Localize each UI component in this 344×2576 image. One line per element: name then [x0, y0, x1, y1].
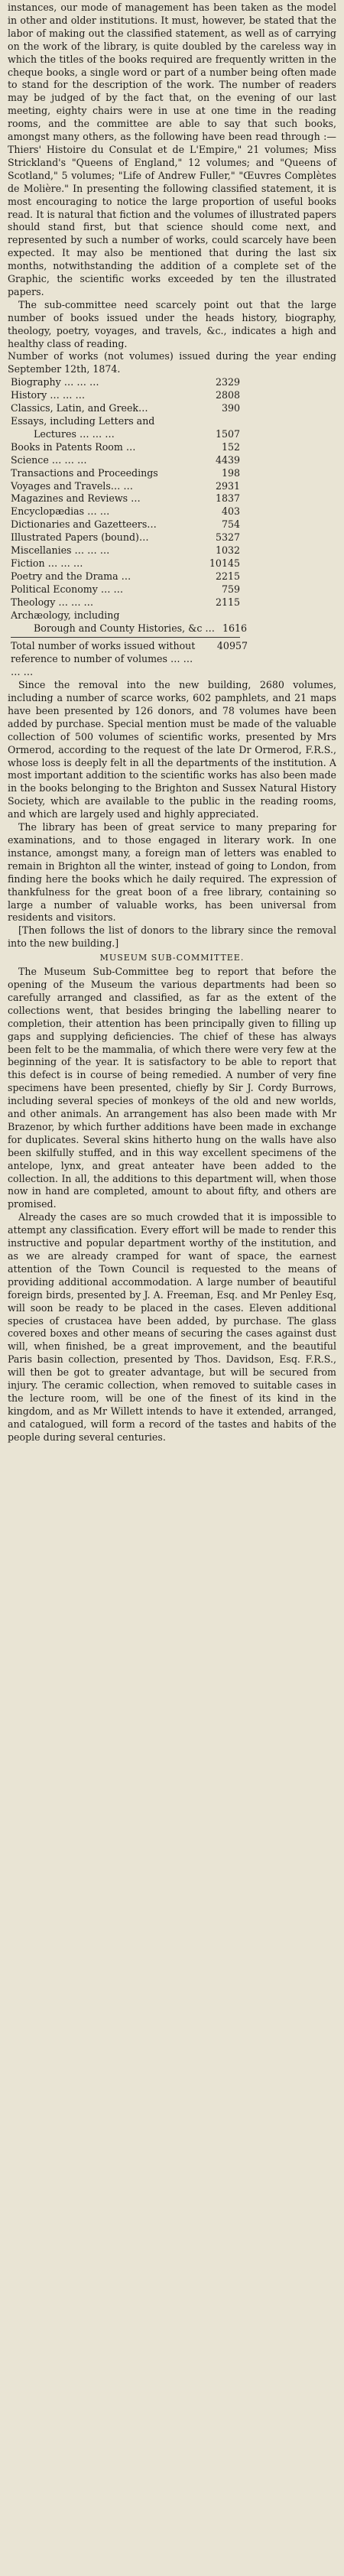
- table-row: [11, 505, 240, 518]
- row-value: 2329: [215, 376, 240, 388]
- row-label: Borough and County Histories, &c: [34, 622, 203, 634]
- table-row: [11, 415, 240, 428]
- row-dots: … … …: [74, 544, 110, 557]
- row-value: 1616: [222, 622, 247, 634]
- row-dots: …: [131, 492, 141, 505]
- row-value: 198: [221, 466, 240, 479]
- table-row: [11, 492, 240, 505]
- row-dots: …: [205, 622, 215, 634]
- table-row: [11, 557, 240, 570]
- subcommittee-paragraph: The sub-committee need scarcely point out that the large number of books issued under the heads history, biography, theology, poetry, voyages, and travels, &c., indicates a high and healthy class of reading.: [8, 298, 336, 349]
- row-label: Dictionaries and Gazetteers…: [11, 518, 157, 531]
- museum-heading: MUSEUM SUB-COMMITTEE.: [99, 953, 245, 963]
- table-rule: [11, 637, 240, 638]
- museum-paragraph-1: The Museum Sub-Committee beg to report that before the opening of the Museum the various departments had been so carefully arranged and classified, as far as the extent of the collections went, that besides bringing the labelling nearer to completion, their attention has been principally given to filling up gaps and supplying deficiencies. The chief of these has always been felt to be the mammalia, of which there were very few at the beginning of the year. It is satisfactory to be able to report that this defect is in course of being remedied. A number of very fine specimens have been presented, chiefly by Sir J. Cordy Burrows, including several species of monkeys of the old and new worlds, and other animals. An arrangement has also been made with Mr Brazenor, by which further additions have been made in exchange for duplicates. Several skins hitherto hung on the walls have also been skilfully stuffed, and in this way excellent specimens of the antelope, lynx, and great anteater have been added to the collection. In all, the additions to this department will, when those now in hand are completed, amount to about fifty, and others are promised.: [8, 966, 336, 1210]
- museum-paragraph-2: Already the cases are so much crowded that it is impossible to attempt any classification. Every effort will be made to render this instructive and popular department worthy of the institution, and as we are already cramped for want of space, the earnest attention of the Town Council is requested to the means of providing additional accommodation. A large number of beautiful foreign birds, presented by J. A. Freeman, Esq. and Mr Penley Esq, will soon be ready to be placed in the cases. Eleven additional species of crustacea have been added, by purchase. The glass covered boxes and other means of securing the cases against dust will, when finished, be a great improvement, and the beautiful Paris basin collection, presented by Thos. Davidson, Esq. F.R.S., will then be got to greater advantage, but will be secured from injury. The ceramic collection, when removed to suitable cases in the lecture room, will be one of the finest of its kind in the kingdom, and as Mr Willett intends to have it extended, arranged, and catalogued, will form a record of the tastes and habits of the people during several centuries.: [8, 1211, 336, 1443]
- newspaper-column: [8, 0, 336, 1444]
- table-row: [11, 544, 240, 557]
- row-value: 1837: [215, 492, 240, 505]
- row-value: 152: [221, 440, 240, 453]
- row-label: Encyclopædias: [11, 505, 85, 518]
- row-label: Transactions and Proceedings: [11, 466, 158, 479]
- row-value: 1507: [215, 427, 240, 440]
- row-label: History: [11, 389, 47, 401]
- row-value: 390: [221, 402, 240, 414]
- row-dots: … …: [100, 583, 124, 595]
- total-value: 40957: [216, 640, 248, 652]
- row-label: Fiction: [11, 557, 45, 569]
- row-value: 1032: [215, 544, 240, 557]
- table-row: [11, 467, 240, 480]
- row-label: Theology: [11, 596, 56, 608]
- row-dots: … … …: [51, 453, 87, 466]
- table-row: [11, 441, 240, 454]
- row-label: Biography: [11, 376, 61, 388]
- row-label: Classics, Latin, and Greek…: [11, 402, 148, 414]
- table-row: [11, 389, 240, 402]
- row-value: 2215: [215, 570, 240, 582]
- row-value: 4439: [215, 453, 240, 466]
- row-label: Magazines and Reviews: [11, 492, 128, 505]
- row-label: Political Economy: [11, 583, 98, 595]
- row-label: Miscellanies: [11, 544, 72, 557]
- row-label: Archæology, including: [11, 609, 120, 621]
- table-intro: Number of works (not volumes) issued during the year ending September 12th, 1874.: [8, 350, 336, 375]
- table-row: [11, 596, 240, 609]
- works-issued-table: [11, 376, 336, 635]
- table-row: [11, 428, 240, 441]
- removal-paragraph: Since the removal into the new building, 2680 volumes, including a number of scarce works, 602 pamphlets, and 21 maps have been presented by 126 donors, and 78 volumes have been added by purchase. Special mention must be made of the valuable collection of 500 volumes of scientific works, presented by Mrs Ormerod, according to the request of the late Dr Ormerod, F.R.S., whose loss is deeply felt in all the departments of the institution. A most important addition to the scientific works has also been made in the books belonging to the Brighton and Sussex Natural History Society, which are available to the public in the reading rooms, and which are largely used and highly appreciated.: [8, 679, 336, 820]
- row-label: Voyages and Travels…: [11, 479, 121, 492]
- row-label: Essays, including Letters and: [11, 415, 155, 427]
- intro-paragraph: instances, our mode of management has been taken as the model in other and older institutions. It must, however, be stated that the labor of making out the classified statement, as well as of carrying on the work of the library, is quite doubled by the careless way in which the titles of the books required are frequently written in the cheque books, a single word or part of a number being often made to stand for the description of the work. The number of readers may be judged of by the fact that, on the evening of our last meeting, eighty chairs were in use at one time in the reading rooms, and the committee are able to say that such books, amongst many others, as the following have been read through :—Thiers' Histoire du Consulat et de L'Empire," 21 volumes; Miss Strickland's "Queens of England," 12 volumes; and "Queens of Scotland," 5 volumes; "Life of Andrew Fuller," "Œuvres Complètes de Molière." In presenting the following classified statement, it is most encouraging to notice the large proportion of useful books read. It is natural that fiction and the volumes of illustrated papers should stand first, but that science should come next, and represented by such a number of works, could scarcely have been expected. It may also be mentioned that during the last six months, notwithstanding the addition of a complete set of the Graphic, the scientific works exceeded by ten the illustrated papers.: [8, 2, 336, 297]
- row-value: 2931: [215, 479, 240, 492]
- table-row: [11, 480, 240, 493]
- total-row: [11, 640, 248, 679]
- total-dots: … … … …: [11, 653, 193, 678]
- table-row: [11, 402, 240, 415]
- row-value: 10145: [209, 557, 240, 569]
- row-dots: …: [125, 440, 136, 453]
- table-row: [11, 531, 240, 544]
- total-label: Total number of works issued without reference to number of volumes: [11, 640, 196, 665]
- table-row: [11, 609, 240, 622]
- row-label: Books in Patents Room: [11, 440, 123, 453]
- table-row: [11, 583, 240, 596]
- row-label: Poetry and the Drama: [11, 570, 118, 582]
- row-dots: … … …: [58, 596, 94, 608]
- library-paragraph: The library has been of great service to many preparing for examinations, and to those engaged in literary work. In one instance, amongst many, a foreign man of letters was enabled to remain in Brighton all the winter, instead of going to London, from finding here the books which he daily required. The expression of thankfulness for the great boon of a free library, containing so large a number of valuable works, has been universal from residents and visitors.: [8, 821, 336, 924]
- row-dots: …: [121, 570, 131, 582]
- row-value: 5327: [215, 531, 240, 544]
- row-value: 754: [221, 518, 240, 531]
- table-row: [11, 518, 240, 531]
- row-value: 759: [221, 583, 240, 595]
- row-label: Illustrated Papers (bound)…: [11, 531, 149, 544]
- table-row: [11, 376, 240, 389]
- table-row: [11, 454, 240, 467]
- table-row: [11, 622, 247, 635]
- row-value: 403: [221, 505, 240, 518]
- table-row: [11, 570, 240, 583]
- row-label: Lectures: [34, 427, 76, 440]
- row-value: 2115: [215, 596, 240, 608]
- row-dots: …: [123, 479, 133, 492]
- donors-note: [Then follows the list of donors to the library since the removal into the new building.]: [8, 924, 336, 950]
- row-dots: … … …: [50, 389, 86, 401]
- row-dots: … …: [87, 505, 110, 518]
- row-dots: … … …: [47, 557, 83, 569]
- row-dots: … … …: [63, 376, 99, 388]
- row-label: Science: [11, 453, 49, 466]
- row-value: 2808: [215, 389, 240, 401]
- row-dots: … … …: [80, 427, 115, 440]
